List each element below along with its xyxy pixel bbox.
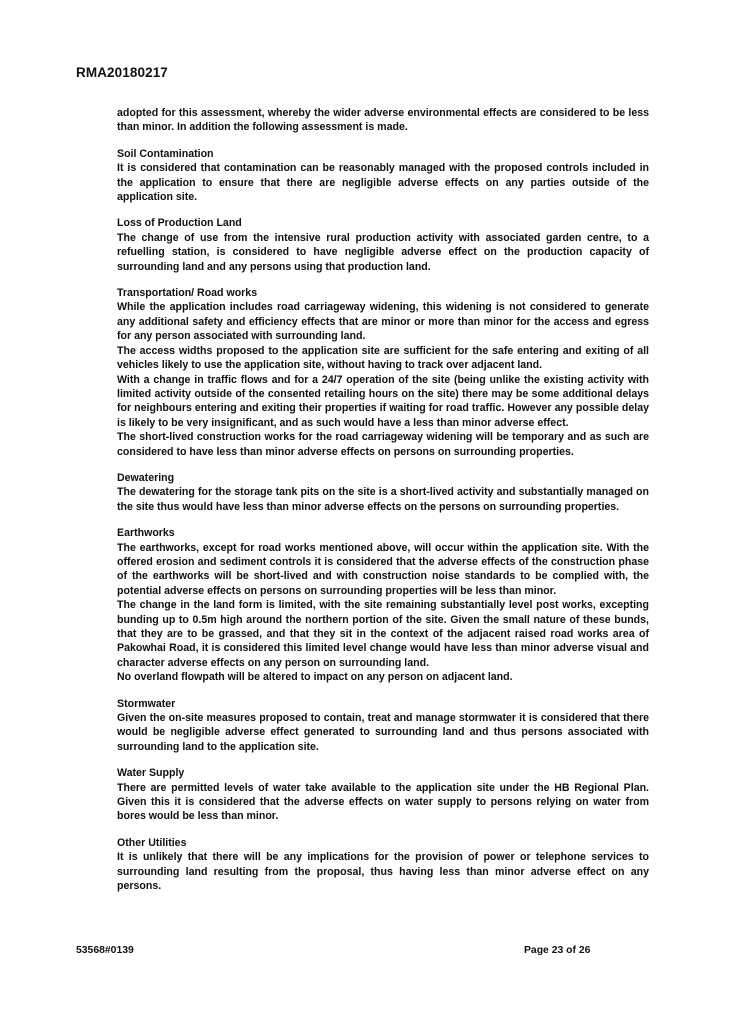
section-paragraph: The short-lived construction works for the road carriageway widening will be temporary and as such are considered to have less than minor adverse effects on persons on surrounding properties. (117, 431, 649, 458)
section-soil-contamination (117, 147, 649, 205)
section-other-utilities (117, 836, 649, 894)
section-heading: Stormwater (117, 697, 176, 710)
section-heading: Water Supply (117, 767, 185, 780)
section-paragraph: There are permitted levels of water take available to the application site under the HB Regional Plan. Given this it is considered that the adverse effects on water supply to persons relying on water from bores would be less than minor. (117, 781, 649, 823)
section-paragraph: The dewatering for the storage tank pits on the site is a short-lived activity and substantially managed on the site thus would have less than minor adverse effects on the persons on surrounding properties. (117, 486, 649, 513)
section-stormwater (117, 697, 649, 755)
section-heading: Transportation/ Road works (117, 287, 258, 300)
section-heading: Dewatering (117, 471, 175, 484)
section-paragraph: The earthworks, except for road works mentioned above, will occur within the application site. With the offered erosion and sediment controls it is considered that the adverse effects of the construction phase of the earthworks will be short-lived and with construction noise standards to be complied with, the potential adverse effects on persons on surrounding properties will be less than minor. (117, 541, 649, 597)
section-paragraph: It is considered that contamination can be reasonably managed with the proposed controls included in the application to ensure that there are negligible adverse effects on any parties outside of the application site. (117, 162, 649, 204)
section-heading: Loss of Production Land (117, 217, 242, 230)
footer-document-id: 53568#0139 (76, 945, 134, 956)
section-paragraph: The change in the land form is limited, with the site remaining substantially level post works, excepting bunding up to 0.5m high around the northern portion of the site. Given the small nature of these bunds, that they are to be grassed, and that they sit in the context of the adjacent raised road works area of Pakowhai Road, it is considered this limited level change would have less than minor adverse visual and character adverse effects on any person on surrounding land. (117, 599, 649, 669)
section-transportation-road-works (117, 286, 649, 459)
section-paragraph: No overland flowpath will be altered to impact on any person on adjacent land. (117, 671, 513, 684)
document-body (117, 106, 649, 894)
section-paragraph: Given the on-site measures proposed to contain, treat and manage stormwater it is considered that there would be negligible adverse effect generated to surrounding land and thus persons associated with surrounding land to the application site. (117, 712, 649, 753)
section-paragraph: While the application includes road carriageway widening, this widening is not considered to generate any additional safety and efficiency effects that are minor or more than minor for the access and egress for any person associated with surrounding land. (117, 301, 649, 343)
section-heading: Other Utilities (117, 836, 187, 849)
section-paragraph: With a change in traffic flows and for a 24/7 operation of the site (being unlike the existing activity with limited activity outside of the consented retailing hours on the site) there may be some additional delays for neighbours entering and exiting their properties if waiting for road traffic. However any possible delay is likely to be very insignificant, and as such would have a less than minor adverse effect. (117, 373, 649, 429)
section-loss-of-production-land (117, 216, 649, 274)
document-reference: RMA20180217 (76, 65, 168, 80)
section-paragraph: The access widths proposed to the application site are sufficient for the safe entering and exiting of all vehicles likely to use the application site, without having to track over adjacent land. (117, 344, 649, 372)
section-dewatering (117, 471, 649, 514)
section-paragraph: It is unlikely that there will be any implications for the provision of power or telephone services to surrounding land resulting from the proposal, thus having less than minor adverse effect on any persons. (117, 851, 649, 893)
footer-page-number: Page 23 of 26 (524, 945, 591, 956)
section-paragraph: The change of use from the intensive rural production activity with associated garden centre, to a refuelling station, is considered to have negligible adverse effect on the production capacity of surrounding land and any persons using that production land. (117, 231, 649, 273)
section-earthworks (117, 526, 649, 684)
intro-paragraph: adopted for this assessment, whereby the wider adverse environmental effects are considered to be less than minor. In addition the following assessment is made. (117, 107, 649, 134)
section-heading: Earthworks (117, 527, 175, 540)
section-heading: Soil Contamination (117, 147, 214, 160)
section-water-supply (117, 766, 649, 824)
